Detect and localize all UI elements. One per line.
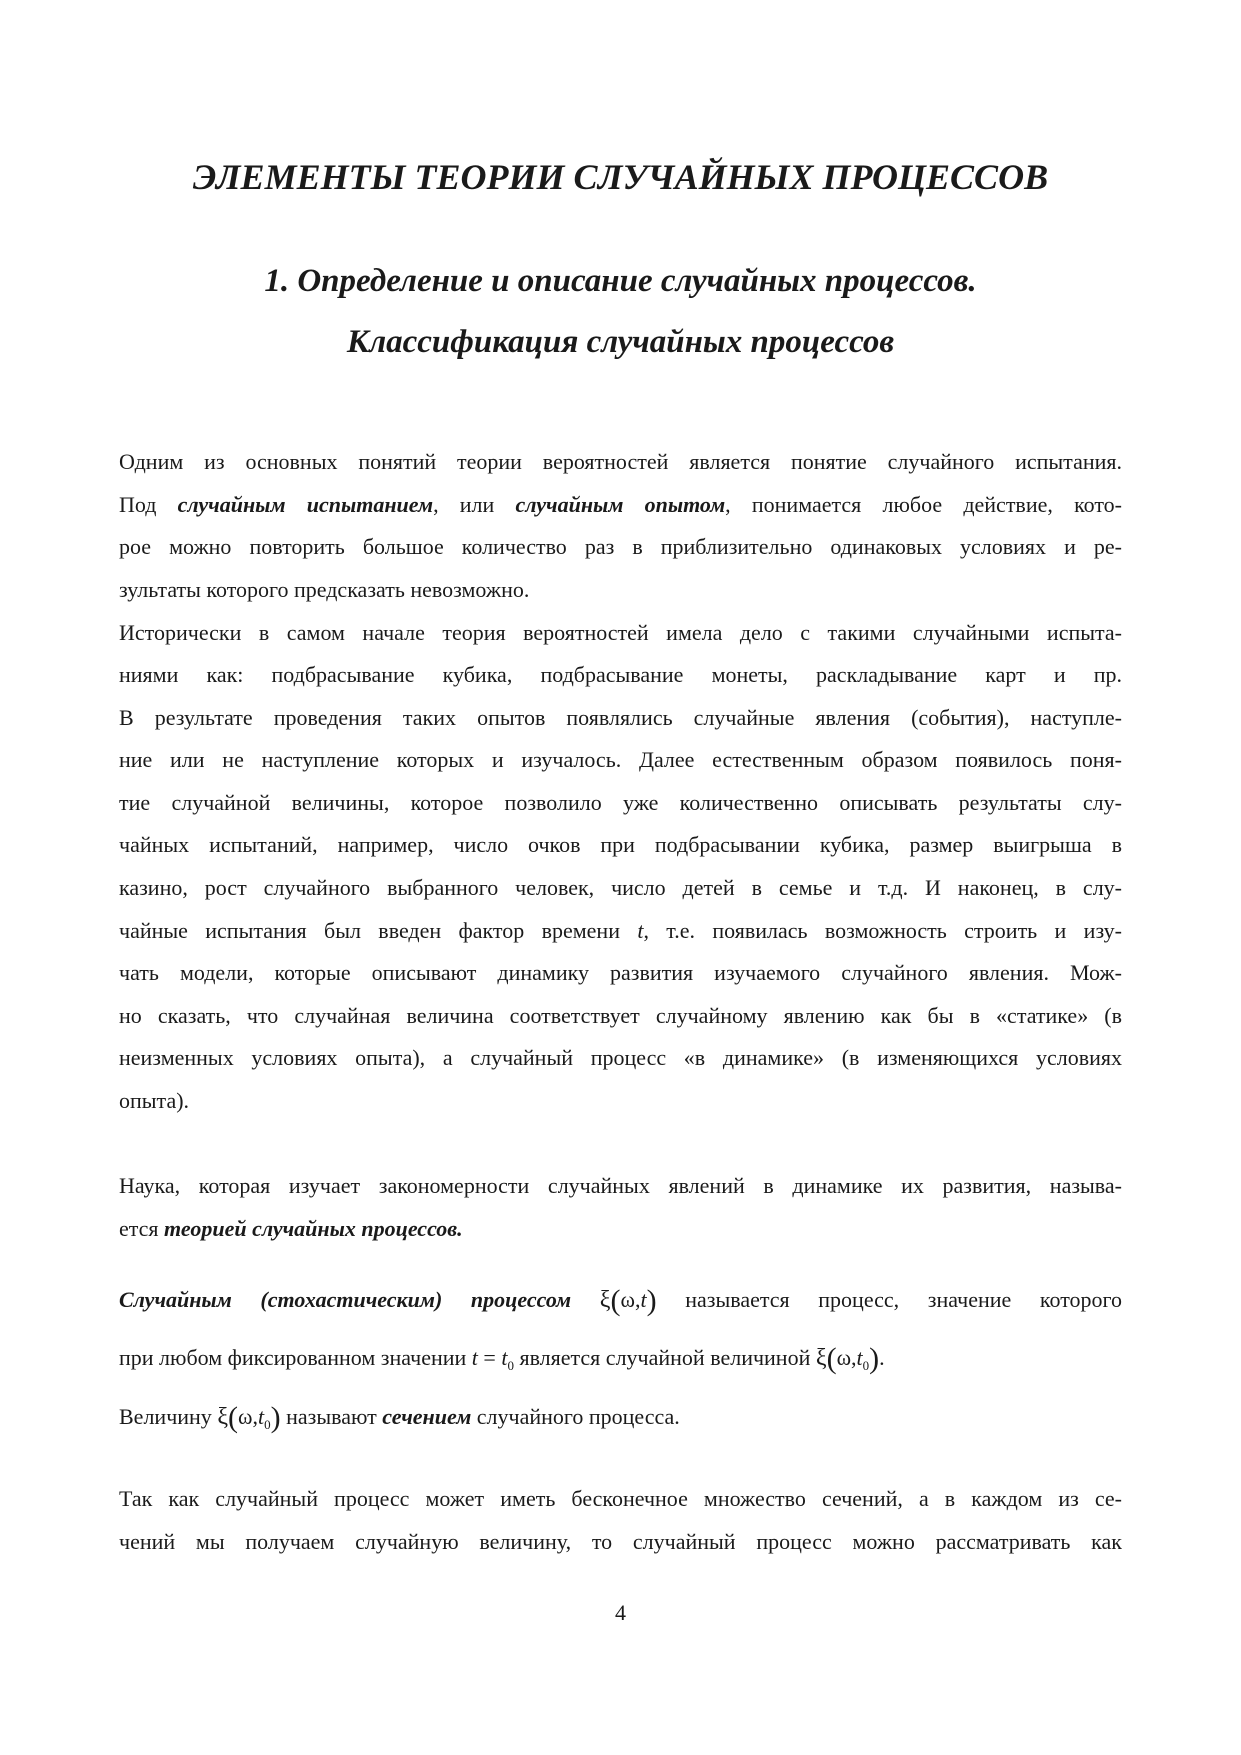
p2-line-11: неизменных условиях опыта), а случайный процесс «в динамике» (в изменяющихся условиях — [119, 1045, 1122, 1070]
formula-t-equals-t0 — [471, 1345, 514, 1373]
formula-t: t — [258, 1404, 265, 1429]
p2-line-4: ние или не наступление которых и изучалось. Далее естественным образом появилось поня- — [119, 747, 1122, 772]
formula-omega: ω — [836, 1345, 852, 1370]
p3-text: ется — [119, 1216, 165, 1241]
formula-rparen: ) — [270, 1401, 281, 1434]
p1-line-2 — [119, 491, 1122, 519]
formula-subscript-0: 0 — [507, 1358, 514, 1373]
document-title: ЭЛЕМЕНТЫ ТЕОРИИ СЛУЧАЙНЫХ ПРОЦЕССОВ — [192, 157, 1049, 197]
p1-line-3: рое можно повторить большое количество раз в приблизительно одинаковых условиях и ре- — [119, 534, 1122, 559]
term-random-trial: случайным испытанием — [177, 492, 434, 517]
definition-text: является случайной величиной — [513, 1345, 816, 1370]
term-section: сечением — [382, 1404, 472, 1429]
term-stochastic-process: Случайным (стохастическим) процессом — [119, 1287, 572, 1312]
formula-xi: ξ — [217, 1404, 229, 1430]
definition-text: называют — [280, 1404, 383, 1429]
p2-line-12: опыта). — [119, 1088, 190, 1113]
p2-line-10: но сказать, что случайная величина соответствует случайному явлению как бы в «статике» (в — [119, 1003, 1122, 1028]
formula-omega: ω — [238, 1404, 253, 1429]
formula-lparen: ( — [228, 1401, 239, 1434]
p1-text: , или — [433, 492, 516, 517]
formula-equals: = — [477, 1345, 502, 1370]
p2-line-9: чать модели, которые описывают динамику развития изучаемого случайного явления. Мож- — [119, 960, 1122, 985]
p2-line-6: чайных испытаний, например, число очков при подбрасывании кубика, размер выигрыша в — [119, 832, 1122, 857]
formula-lparen: ( — [610, 1284, 621, 1317]
formula-rparen: ) — [646, 1284, 657, 1317]
section-title-line-1: 1. Определение и описание случайных процессов. — [264, 263, 977, 299]
p3-line-1: Наука, которая изучает закономерности случайных явлений в динамике их развития, называ- — [119, 1173, 1122, 1198]
time-variable: t — [637, 918, 644, 943]
formula-xi-omega-t0 — [217, 1401, 281, 1434]
formula-comma: , — [634, 1287, 641, 1312]
formula-lparen: ( — [826, 1342, 837, 1375]
p2-text: , т.е. появилась возможность строить и изу- — [643, 918, 1123, 943]
formula-xi-omega-t — [599, 1284, 657, 1317]
formula-t: t — [501, 1345, 508, 1370]
p2-line-7: казино, рост случайного выбранного человек, число детей в семье и т.д. И наконец, в слу- — [119, 875, 1122, 900]
definition-text: при любом фиксированном значении — [119, 1345, 472, 1370]
formula-period: . — [879, 1345, 885, 1370]
formula-t: t — [640, 1287, 647, 1312]
definition-line-1 — [119, 1286, 1122, 1315]
definition-line-3 — [119, 1403, 1122, 1434]
formula-subscript-0: 0 — [862, 1358, 870, 1373]
formula-omega: ω — [620, 1287, 635, 1312]
term-random-process-theory: теорией случайных процессов. — [164, 1216, 463, 1241]
formula-rparen: ) — [869, 1342, 880, 1375]
page-number: 4 — [615, 1600, 626, 1625]
p3-line-2 — [119, 1215, 1122, 1243]
formula-xi: ξ — [815, 1345, 827, 1371]
definition-text: Величину — [119, 1404, 218, 1429]
formula-subscript-0: 0 — [264, 1417, 271, 1432]
p1-text: , понимается любое действие, кото- — [725, 492, 1123, 517]
definition-text: называется процесс, значение которого — [685, 1287, 1123, 1312]
formula-comma: , — [252, 1404, 258, 1429]
formula-xi-omega-t0 — [815, 1342, 880, 1375]
formula-t: t — [856, 1345, 863, 1370]
p2-line-2: ниями как: подбрасывание кубика, подбрасывание монеты, раскладывание карт и пр. — [119, 662, 1122, 687]
definition-text: случайного процесса. — [471, 1404, 680, 1429]
term-random-experiment: случайным опытом — [515, 492, 726, 517]
p1-line-1: Одним из основных понятий теории вероятностей является понятие случайного испытания. — [119, 449, 1122, 474]
formula-xi: ξ — [599, 1287, 611, 1313]
p2-line-1: Исторически в самом начале теория вероятностей имела дело с такими случайными испыта- — [119, 620, 1122, 645]
p2-line-3: В результате проведения таких опытов появлялись случайные явления (события), наступле- — [119, 705, 1122, 730]
definition-line-2 — [119, 1344, 1122, 1375]
p2-line-5: тие случайной величины, которое позволило уже количественно описывать результаты слу- — [119, 790, 1122, 815]
p5-line-2: чений мы получаем случайную величину, то случайный процесс можно рассматривать как — [119, 1529, 1122, 1554]
p1-line-4: зультаты которого предсказать невозможно. — [119, 577, 530, 602]
section-title-line-2: Классификация случайных процессов — [346, 324, 895, 360]
p2-text: чайные испытания был введен фактор времени — [119, 918, 638, 943]
p2-line-8 — [119, 917, 1122, 945]
p1-text: Под — [119, 492, 178, 517]
formula-t: t — [471, 1345, 478, 1370]
formula-comma: , — [851, 1345, 857, 1370]
p5-line-1: Так как случайный процесс может иметь бесконечное множество сечений, а в каждом из се- — [119, 1486, 1122, 1511]
